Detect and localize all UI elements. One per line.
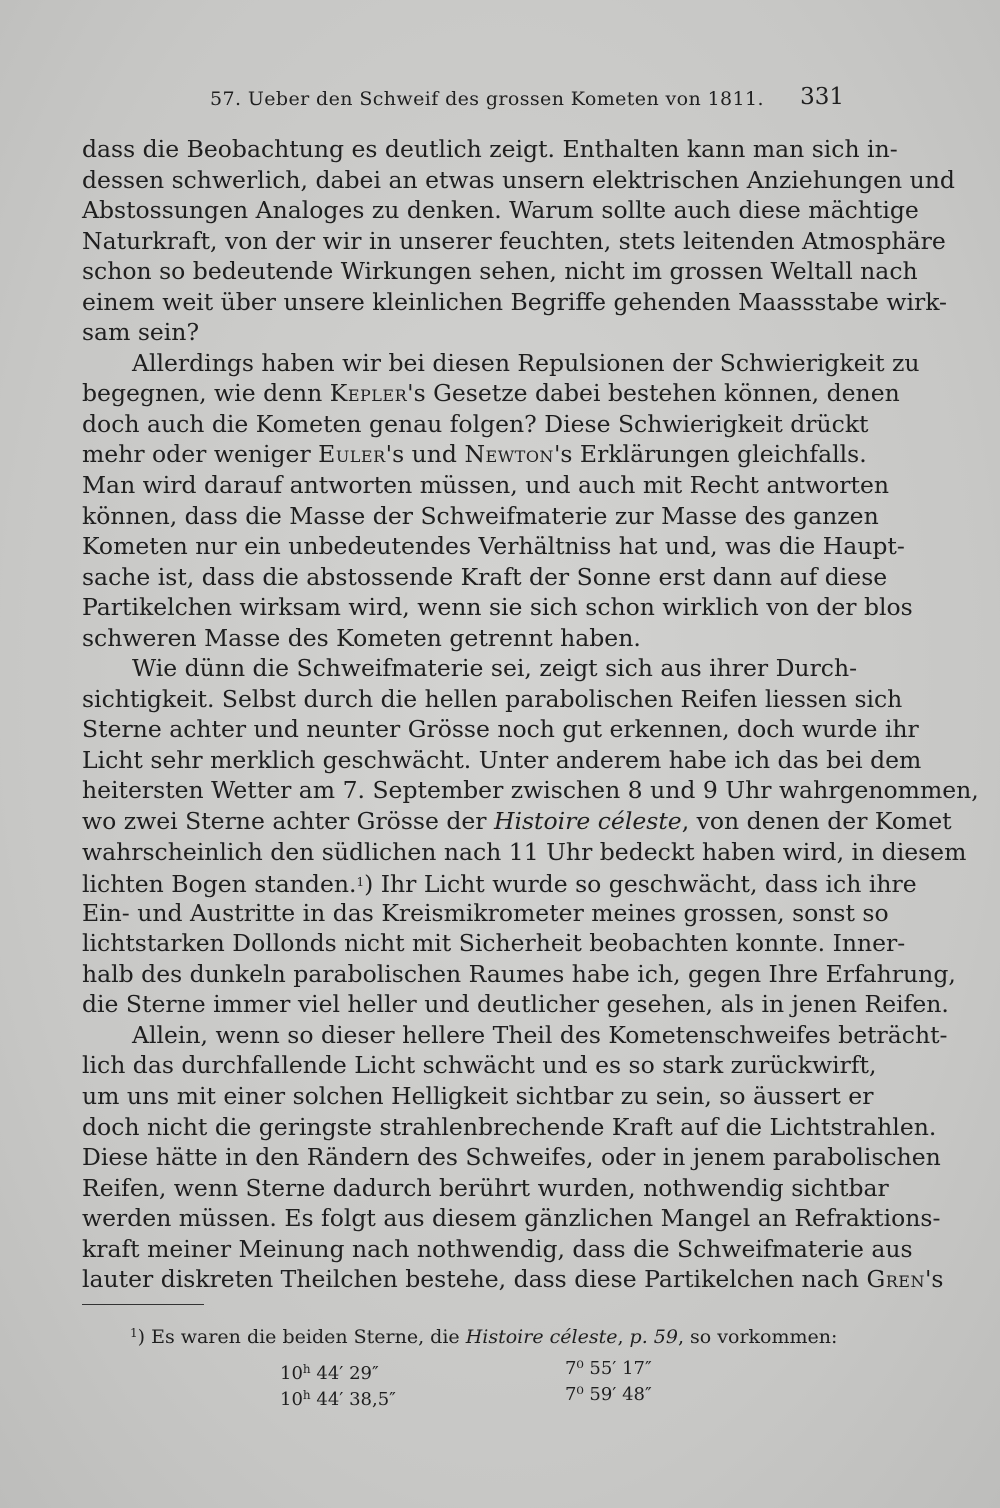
text-line: lichtstarken Dollonds nicht mit Sicherheit beobachten konnte. Inner- [82, 929, 906, 958]
text-line: dessen schwerlich, dabei an etwas unsern elektrischen Anziehungen und [82, 165, 955, 194]
text-line: schweren Masse des Kometen getrennt haben. [82, 623, 641, 652]
text-line: schon so bedeutende Wirkungen sehen, nicht im grossen Weltall nach [82, 257, 918, 286]
text-line: Man wird darauf antworten müssen, und auch mit Recht antworten [82, 471, 890, 500]
text-line: Reifen, wenn Sterne dadurch berührt wurden, nothwendig sichtbar [82, 1173, 889, 1202]
footnote: $^1$) Es waren die beiden Sterne, die Histoire céleste, p. 59, so vorkommen: [130, 1326, 838, 1348]
text-line: kraft meiner Meinung nach nothwendig, dass die Schweifmaterie aus [82, 1234, 913, 1263]
running-header [82, 84, 844, 116]
page-number: 331 [800, 84, 844, 110]
text-line: doch auch die Kometen genau folgen? Diese Schwierigkeit drückt [82, 409, 869, 438]
footnote-coordinates-table [280, 1356, 700, 1408]
text-line: lauter diskreten Theilchen bestehe, dass diese Partikelchen nach Gren's [82, 1265, 944, 1294]
running-title: 57. Ueber den Schweif des grossen Kometen von 1811. [210, 88, 764, 110]
footnote-rule [82, 1304, 204, 1305]
text-line: mehr oder weniger Euler's und Newton's Erklärungen gleichfalls. [82, 440, 867, 469]
text-line: Licht sehr merklich geschwächt. Unter anderem habe ich das bei dem [82, 745, 922, 774]
text-line: Abstossungen Analoges zu denken. Warum sollte auch diese mächtige [82, 196, 919, 225]
right-ascension-value: 10$^h$ 44′ 38,5″ [280, 1388, 396, 1410]
declination-value: 7⁰ 55′ 17″ [565, 1358, 652, 1379]
text-line: einem weit über unsere kleinlichen Begriffe gehenden Maassstabe wirk- [82, 287, 947, 316]
text-line: Wie dünn die Schweifmaterie sei, zeigt sich aus ihrer Durch- [132, 654, 858, 683]
text-line: Partikelchen wirksam wird, wenn sie sich schon wirklich von der blos [82, 593, 913, 622]
text-line: Allein, wenn so dieser hellere Theil des Kometenschweifes beträcht- [132, 1020, 948, 1049]
text-line: Diese hätte in den Rändern des Schweifes, oder in jenem parabolischen [82, 1143, 941, 1172]
declination-value: 7⁰ 59′ 48″ [565, 1384, 652, 1405]
text-line: werden müssen. Es folgt aus diesem gänzlichen Mangel an Refraktions- [82, 1204, 941, 1233]
text-line: Kometen nur ein unbedeutendes Verhältniss hat und, was die Haupt- [82, 532, 905, 561]
text-line: lich das durchfallende Licht schwächt und es so stark zurückwirft, [82, 1051, 877, 1080]
text-line: doch nicht die geringste strahlenbrechende Kraft auf die Lichtstrahlen. [82, 1112, 937, 1141]
table-row [280, 1382, 700, 1408]
text-line: sichtigkeit. Selbst durch die hellen parabolischen Reifen liessen sich [82, 684, 903, 713]
text-line: wo zwei Sterne achter Grösse der Histoire céleste, von denen der Komet [82, 807, 952, 836]
text-line: Sterne achter und neunter Grösse noch gut erkennen, doch wurde ihr [82, 715, 919, 744]
body-text [82, 134, 979, 1295]
text-line: Allerdings haben wir bei diesen Repulsionen der Schwierigkeit zu [132, 348, 920, 377]
text-line: Ein- und Austritte in das Kreismikrometer meines grossen, sonst so [82, 898, 889, 927]
right-ascension-value: 10$^h$ 44′ 29″ [280, 1362, 379, 1384]
text-line: halb des dunkeln parabolischen Raumes habe ich, gegen Ihre Erfahrung, [82, 959, 956, 988]
text-line: dass die Beobachtung es deutlich zeigt. Enthalten kann man sich in- [82, 135, 898, 163]
text-line: sache ist, dass die abstossende Kraft der Sonne erst dann auf diese [82, 562, 888, 591]
text-line: Naturkraft, von der wir in unserer feuchten, stets leitenden Atmosphäre [82, 226, 946, 255]
text-line: lichten Bogen standen.$^1$) Ihr Licht wurde so geschwächt, dass ich ihre [82, 870, 917, 899]
table-row [280, 1356, 700, 1382]
text-line: sam sein? [82, 318, 200, 347]
text-line: die Sterne immer viel heller und deutlicher gesehen, als in jenen Reifen. [82, 990, 949, 1019]
text-line: können, dass die Masse der Schweifmaterie zur Masse des ganzen [82, 501, 879, 530]
text-line: heitersten Wetter am 7. September zwischen 8 und 9 Uhr wahrgenommen, [82, 776, 979, 805]
text-line: begegnen, wie denn Kepler's Gesetze dabei bestehen können, denen [82, 379, 900, 408]
text-line: um uns mit einer solchen Helligkeit sichtbar zu sein, so äussert er [82, 1081, 874, 1110]
text-line: wahrscheinlich den südlichen nach 11 Uhr bedeckt haben wird, in diesem [82, 837, 967, 866]
